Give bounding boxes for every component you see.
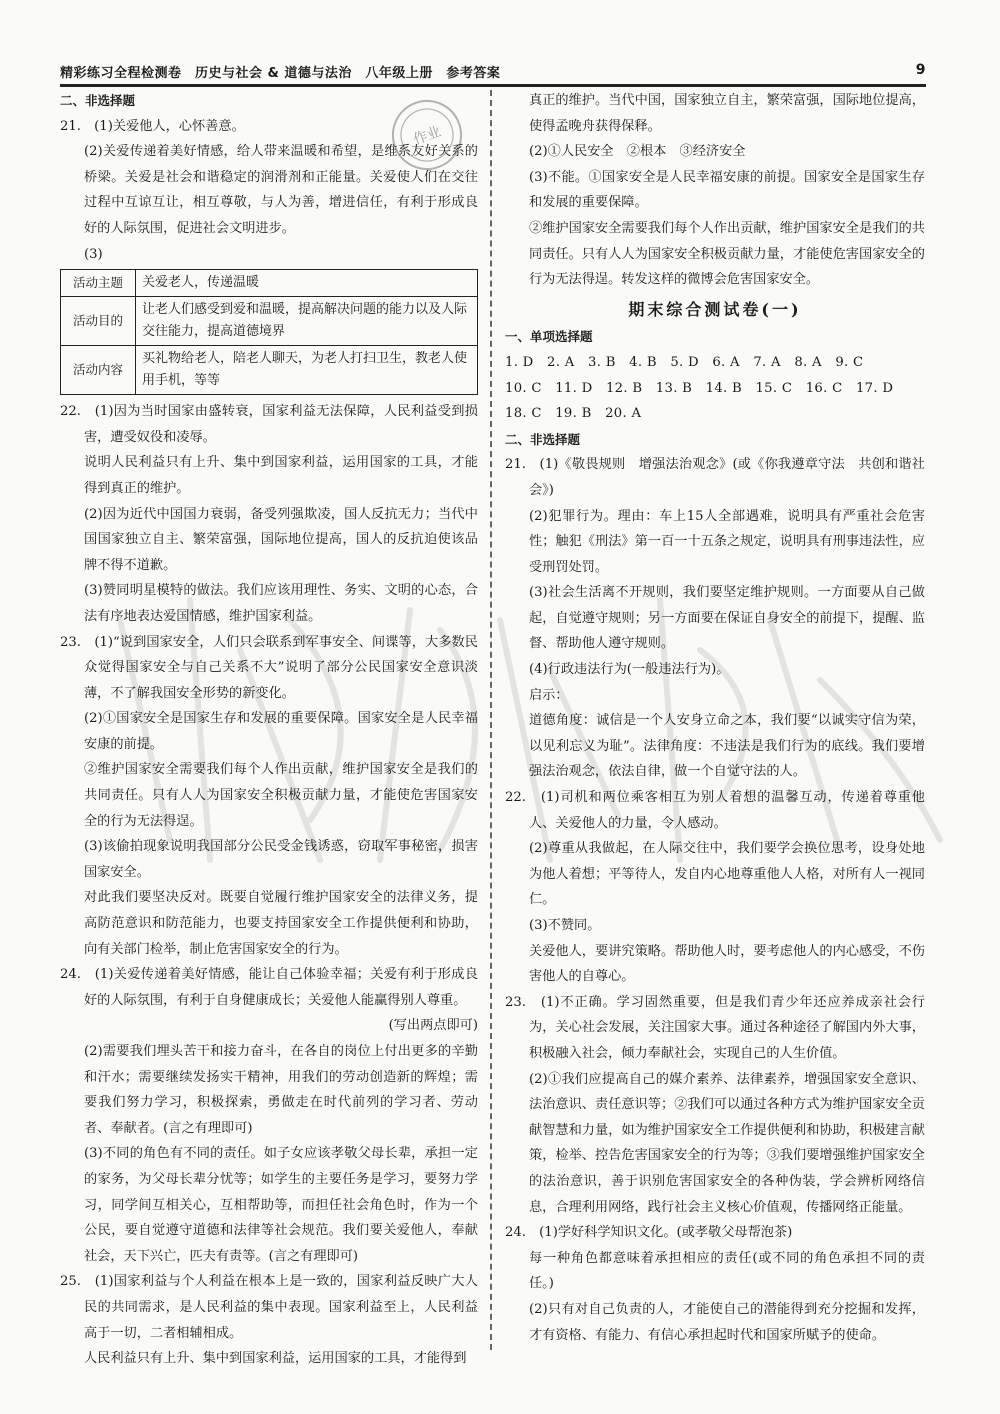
activity-table <box>60 269 478 395</box>
answer-paragraph: 真正的维护。当代中国，国家独立自主，繁荣富强，国际地位提高，使得孟晚舟获得保释。 <box>529 93 925 134</box>
answer-paragraph: (3)该偷拍现象说明我国部分公民受金钱诱惑，窃取军事秘密，损害国家安全。 <box>84 839 478 880</box>
answer-paragraph: (2)因为近代中国国力衰弱，备受列强欺凌，国人反抗无力；当代中国国家独立自主、繁荣富强，国际地位提高，国人的反抗迫使该品牌不得不道歉。 <box>84 506 478 573</box>
answer-paragraph: 每一种角色都意味着承担相应的责任(或不同的角色承担不同的责任。) <box>529 1250 925 1292</box>
answer-paragraph: 23. (1)“说到国家安全，人们只会联系到军事安全、间谍等，大多数民众觉得国家安全与自己关系不大”说明了部分公民国家安全意识淡薄，不了解我国安全形势的新变化。 <box>60 634 478 701</box>
answer-paragraph: 24. (1)学好科学知识文化。(或孝敬父母帮泡茶) <box>505 1225 793 1241</box>
answer-paragraph: (3)不能。①国家安全是人民幸福安康的前提。国家安全是国家生存和发展的重要保障。 <box>529 169 925 211</box>
answer-paragraph: 道德角度：诚信是一个人安身立命之本，我们要“以诚实守信为荣，以见利忘义为耻”。法律角度：不违法是我们行为的底线。我们要增强法治观念，依法自律，做一个自觉守法的人。 <box>529 713 925 780</box>
page-header <box>60 60 926 82</box>
answer-paragraph: (3) <box>84 246 103 262</box>
exam-title: 期末综合测试卷(一) <box>628 299 802 319</box>
table-value-cell: 关爱老人，传递温暖 <box>136 270 478 297</box>
answer-paragraph: (2)①人民安全 ②根本 ③经济安全 <box>529 144 746 160</box>
table-key-cell: 活动主题 <box>61 270 136 297</box>
answer-paragraph: 24. (1)关爱传递着美好情感，能让自己体验幸福；关爱有利于形成良好的人际氛围，有利于自身健康成长；关爱他人能赢得别人尊重。 <box>60 967 478 1008</box>
answer-paragraph: 18. C 19. B 20. A <box>505 406 642 422</box>
section-heading: 一、单项选择题 <box>505 329 593 345</box>
answer-paragraph: (写出两点即可) <box>388 1018 478 1034</box>
svg-text:作业: 作业 <box>411 123 444 149</box>
answer-paragraph: (2)关爱传递着美好情感，给人带来温暖和希望，是维系友好关系的桥梁。关爱是社会和谐稳定的润滑剂和正能量。关爱使人们在交往过程中互谅互让，相互尊敬，与人为善，增进信任，有利于形成良好的人际氛围，促进社会文明进步。 <box>84 144 478 236</box>
answer-paragraph: 22. (1)司机和两位乘客相互为别人着想的温馨互动，传递着尊重他人、关爱他人的力量，令人感动。 <box>505 790 925 831</box>
page-number: 9 <box>915 62 926 78</box>
answer-paragraph: (3)不赞同。 <box>529 918 601 933</box>
column-divider <box>490 90 492 1350</box>
answer-paragraph: ②维护国家安全需要我们每个人作出贡献，维护国家安全是我们的共同责任。只有人人为国家安全积极贡献力量，才能使危害国家安全的行为无法得逞。 <box>84 762 478 829</box>
header-rule <box>60 84 926 87</box>
table-row <box>61 346 478 395</box>
answer-paragraph: (2)犯罪行为。理由：车上15人全部遇难，说明具有严重社会危害性；触犯《刑法》第一百一十五条之规定，说明具有刑事违法性，应受刑罚处罚。 <box>529 508 925 575</box>
answer-paragraph: ②维护国家安全需要我们每个人作出贡献，维护国家安全是我们的共同责任。只有人人为国家安全积极贡献力量，才能使危害国家安全的行为无法得逞。转发这样的微博会危害国家安全。 <box>529 220 925 288</box>
table-key-cell: 活动目的 <box>61 297 136 346</box>
answer-paragraph: 1. D 2. A 3. B 4. B 5. D 6. A 7. A 8. A 9. C <box>505 354 864 370</box>
answer-paragraph: 10. C 11. D 12. B 13. B 14. B 15. C 16. C 17. D <box>505 380 894 396</box>
right-column <box>505 88 925 1348</box>
section-heading: 二、非选择题 <box>505 431 581 447</box>
answer-paragraph: (2)需要我们埋头苦干和接力奋斗，在各自的岗位上付出更多的辛勤和汗水；需要继续发扬实干精神，用我们的劳动创造新的辉煌；需要我们努力学习，积极探索，勇做走在时代前列的学习者、劳动者、奉献者。(言之有理即可) <box>84 1044 478 1136</box>
answer-paragraph: 启示： <box>529 687 569 703</box>
answer-paragraph: 25. (1)国家利益与个人利益在根本上是一致的，国家利益反映广大人民的共同需求，是人民利益的集中表现。国家利益至上，人民利益高于一切，二者相辅相成。 <box>60 1274 478 1341</box>
table-value-cell: 买礼物给老人，陪老人聊天，为老人打扫卫生，教老人使用手机，等等 <box>136 346 478 395</box>
answer-paragraph: 人民利益只有上升、集中到国家利益，运用国家的工具，才能得到 <box>84 1351 467 1367</box>
answer-paragraph: 21. (1)《敬畏规则 增强法治观念》(或《你我遵章守法 共创和谐社会》) <box>505 457 925 498</box>
answer-paragraph: (2)①我们应提高自己的媒介素养、法律素养，增强国家安全意识、法治意识、责任意识等；②我们可以通过各种方式为维护国家安全贡献智慧和力量，如为维护国家安全工作提供便利和协助，积极建言献策，检举、控告危害国家安全的行为等；③我们要增强维护国家安全的法治意识，善于识别危害国家安全的各种伪装，学会辨析网络信息，合理利用网络，践行社会主义核心价值观，传播网络正能量。 <box>529 1071 925 1215</box>
answer-paragraph: (2)①国家安全是国家生存和发展的重要保障。国家安全是人民幸福安康的前提。 <box>84 711 478 752</box>
table-key-cell: 活动内容 <box>61 346 136 395</box>
table-value-cell: 让老人们感受到爱和温暖，提高解决问题的能力以及人际交往能力，提高道德境界 <box>136 297 478 346</box>
header-title: 精彩练习全程检测卷 历史与社会 & 道德与法治 八年级上册 参考答案 <box>60 66 501 81</box>
answer-paragraph: (4)行政违法行为(一般违法行为)。 <box>529 662 730 678</box>
answer-paragraph: (2)尊重从我做起，在人际交往中，我们要学会换位思考，设身处地为他人着想；平等待人，发自内心地尊重他人人格，对所有人一视同仁。 <box>529 841 925 908</box>
section-heading: 二、非选择题 <box>60 93 136 108</box>
left-column <box>60 88 478 1372</box>
table-row <box>61 297 478 346</box>
answer-paragraph: 23. (1)不正确。学习固然重要，但是我们青少年还应养成亲社会行为，关心社会发展，关注国家大事。通过各种途径了解国内外大事，积极融入社会，倾力奉献社会，实现自己的人生价值。 <box>505 994 925 1061</box>
answer-paragraph: (2)只有对自己负责的人，才能使自己的潜能得到充分挖掘和发挥，才有资格、有能力、有信心承担起时代和国家所赋予的使命。 <box>529 1301 925 1343</box>
answer-paragraph: (3)不同的角色有不同的责任。如子女应该孝敬父母长辈，承担一定的家务，为父母长辈分忧等；如学生的主要任务是学习，要努力学习，同学间互相关心，互相帮助等，而担任社会角色时，作为一个公民，要自觉遵守道德和法律等社会规范。我们要关爱他人，奉献社会，天下兴亡，匹夫有责等。(言之有理即可) <box>84 1146 478 1264</box>
answer-paragraph: 22. (1)因为当时国家由盛转衰，国家利益无法保障，人民利益受到损害，遭受奴役和凌辱。 <box>60 404 478 445</box>
answer-paragraph: 关爱他人，要讲究策略。帮助他人时，要考虑他人的内心感受，不伤害他人的自尊心。 <box>529 943 925 985</box>
answer-paragraph: 说明人民利益只有上升、集中到国家利益，运用国家的工具，才能得到真正的维护。 <box>84 455 478 496</box>
table-row <box>61 270 478 297</box>
answer-paragraph: (3)赞同明星模特的做法。我们应该用理性、务实、文明的心态，合法有序地表达爱国情感，维护国家利益。 <box>84 583 478 624</box>
answer-paragraph: 21. (1)关爱他人，心怀善意。 <box>60 118 245 134</box>
answer-paragraph: 对此我们要坚决反对。既要自觉履行维护国家安全的法律义务，提高防范意识和防范能力，也要支持国家安全工作提供便利和协助，向有关部门检举，制止危害国家安全的行为。 <box>84 890 478 957</box>
answer-paragraph: (3)社会生活离不开规则，我们要坚定维护规则。一方面要从自己做起，自觉遵守规则；另一方面要在保证自身安全的前提下，提醒、监督、帮助他人遵守规则。 <box>529 585 925 652</box>
